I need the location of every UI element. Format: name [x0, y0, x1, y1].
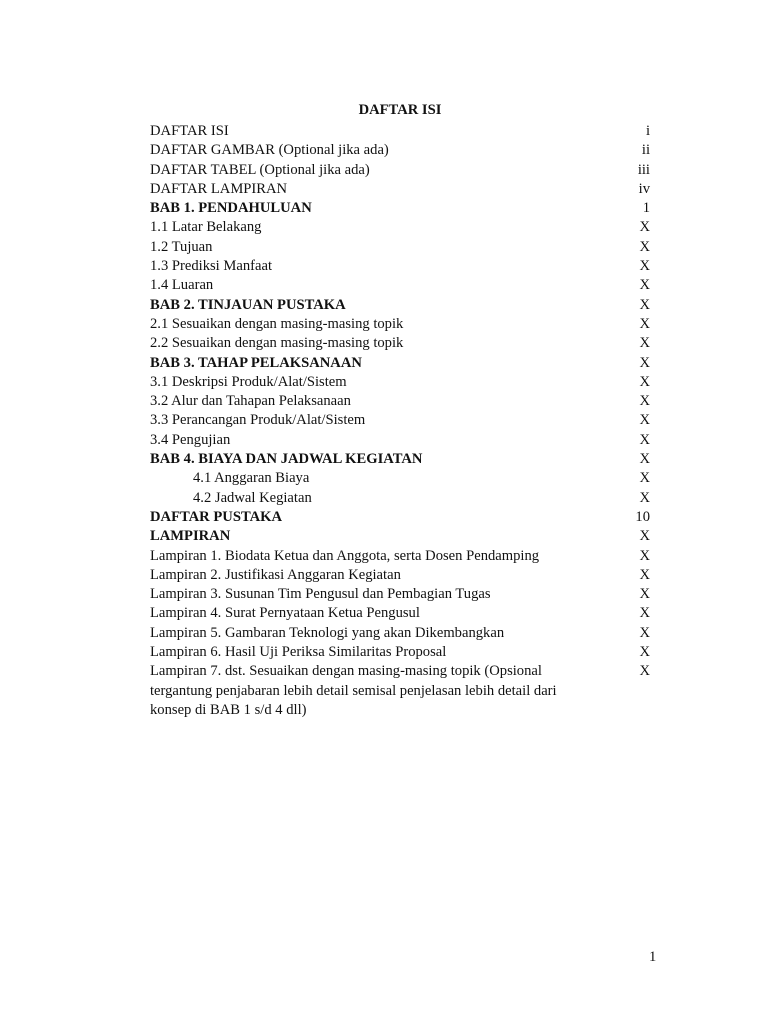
toc-entry — [150, 392, 650, 411]
toc-entry-label: Lampiran 2. Justifikasi Anggaran Kegiatan — [150, 566, 401, 583]
toc-entry-page: X — [639, 296, 650, 313]
toc-entry-label: Lampiran 3. Susunan Tim Pengusul dan Pembagian Tugas — [150, 586, 491, 603]
toc-entry — [150, 315, 650, 334]
page-title: DAFTAR ISI — [358, 102, 442, 118]
toc-entry — [150, 373, 650, 392]
toc-entry-label: 1.1 Latar Belakang — [150, 219, 262, 236]
toc-entry — [150, 180, 650, 199]
toc-entry-page: X — [639, 547, 650, 564]
toc-entry-lampiran-7 — [150, 662, 650, 720]
toc-entry-page: ii — [641, 142, 650, 159]
toc-entry — [150, 643, 650, 662]
toc-entry — [150, 508, 650, 527]
page-number: 1 — [649, 949, 657, 965]
toc-entry — [150, 411, 650, 430]
toc-entry-page: X — [639, 219, 650, 236]
toc-entry-page: X — [639, 586, 650, 603]
toc-entry-label: DAFTAR LAMPIRAN — [150, 180, 288, 197]
toc-entry-label: DAFTAR TABEL (Optional jika ada) — [150, 161, 370, 178]
toc-entry-page: iv — [638, 180, 650, 197]
toc-entry-label: 2.1 Sesuaikan dengan masing-masing topik — [150, 315, 404, 332]
toc-entry-page: iii — [637, 161, 650, 178]
toc-entry-label: 3.4 Pengujian — [150, 431, 231, 448]
toc-entry-page: X — [639, 624, 650, 641]
toc-entry-page: 1 — [642, 200, 650, 217]
toc-entry-page: X — [639, 393, 650, 410]
toc-entry — [150, 354, 650, 373]
toc-entry-page: X — [639, 470, 650, 487]
toc-entry — [150, 141, 650, 160]
toc-entry-page: X — [639, 373, 650, 390]
toc-entry — [150, 257, 650, 276]
toc-entry — [150, 122, 650, 141]
toc-entry-page: X — [639, 412, 650, 429]
toc-entry-label: Lampiran 5. Gambaran Teknologi yang akan Dikembangkan — [150, 624, 505, 641]
toc-entry-label: 1.3 Prediksi Manfaat — [150, 258, 272, 275]
toc-entry-page: X — [639, 663, 650, 680]
toc-entry — [150, 161, 650, 180]
toc-entry-page: i — [645, 123, 650, 139]
toc-entry — [150, 276, 650, 295]
toc-entry-page: X — [639, 335, 650, 352]
toc-entry-page: X — [639, 566, 650, 583]
toc-entry-label: DAFTAR PUSTAKA — [150, 508, 283, 525]
toc-entry — [150, 450, 650, 469]
toc-entry — [150, 624, 650, 643]
toc-entry-page: X — [639, 354, 650, 371]
toc-entry-label: 1.4 Luaran — [150, 277, 214, 294]
toc-entry-label: DAFTAR ISI — [150, 123, 229, 139]
toc-entry — [150, 218, 650, 237]
toc-entry-page: X — [639, 644, 650, 661]
toc-entry-label: BAB 1. PENDAHULUAN — [150, 200, 312, 217]
toc-entry-page: X — [639, 431, 650, 448]
toc-entry-label: 3.1 Deskripsi Produk/Alat/Sistem — [150, 373, 347, 390]
toc-entry-page: X — [639, 489, 650, 506]
toc-entry-label: 3.2 Alur dan Tahapan Pelaksanaan — [150, 393, 351, 410]
toc-entry-page: 10 — [635, 508, 650, 525]
toc-entry — [150, 527, 650, 546]
toc-entry-label: 3.3 Perancangan Produk/Alat/Sistem — [150, 412, 366, 429]
toc-entry-label: Lampiran 6. Hasil Uji Periksa Similaritas Proposal — [150, 644, 447, 661]
toc-entry-page: X — [639, 451, 650, 468]
toc-entry-label: Lampiran 4. Surat Pernyataan Ketua Pengusul — [150, 605, 420, 622]
toc-entry-label: 4.2 Jadwal Kegiatan — [193, 489, 312, 506]
toc-entry-page: X — [639, 258, 650, 275]
toc-entry-label: LAMPIRAN — [150, 528, 231, 545]
toc-entry — [150, 334, 650, 353]
toc-entry — [150, 296, 650, 315]
toc-entry-label: 2.2 Sesuaikan dengan masing-masing topik — [150, 335, 404, 352]
toc-entry — [150, 585, 650, 604]
toc-entry-page: X — [639, 277, 650, 294]
toc-entry — [150, 431, 650, 450]
toc-entry-label: 1.2 Tujuan — [150, 238, 213, 255]
toc-entry-label: Lampiran 1. Biodata Ketua dan Anggota, serta Dosen Pendamping — [150, 547, 540, 564]
toc-entry — [150, 469, 650, 488]
table-of-contents — [150, 122, 650, 720]
toc-entry-page: X — [639, 528, 650, 545]
toc-entry-label: Lampiran 7. dst. Sesuaikan dengan masing-masing topik (Opsional tergantung penjabaran lebih detail semisal penjelasan lebih detail dari konsep di BAB 1 s/d 4 dll) — [150, 663, 557, 718]
toc-entry-label: BAB 3. TAHAP PELAKSANAAN — [150, 354, 362, 371]
toc-entry-page: X — [639, 315, 650, 332]
toc-entry — [150, 566, 650, 585]
toc-entry — [150, 604, 650, 623]
toc-entry-label: 4.1 Anggaran Biaya — [193, 470, 310, 487]
toc-entry-label: BAB 4. BIAYA DAN JADWAL KEGIATAN — [150, 451, 423, 468]
toc-entry — [150, 199, 650, 218]
toc-entry — [150, 547, 650, 566]
toc-entry-page: X — [639, 238, 650, 255]
toc-entry — [150, 238, 650, 257]
toc-entry-label: BAB 2. TINJAUAN PUSTAKA — [150, 296, 346, 313]
toc-entry-label: DAFTAR GAMBAR (Optional jika ada) — [150, 142, 389, 159]
toc-entry-page: X — [639, 605, 650, 622]
toc-entry — [150, 489, 650, 508]
